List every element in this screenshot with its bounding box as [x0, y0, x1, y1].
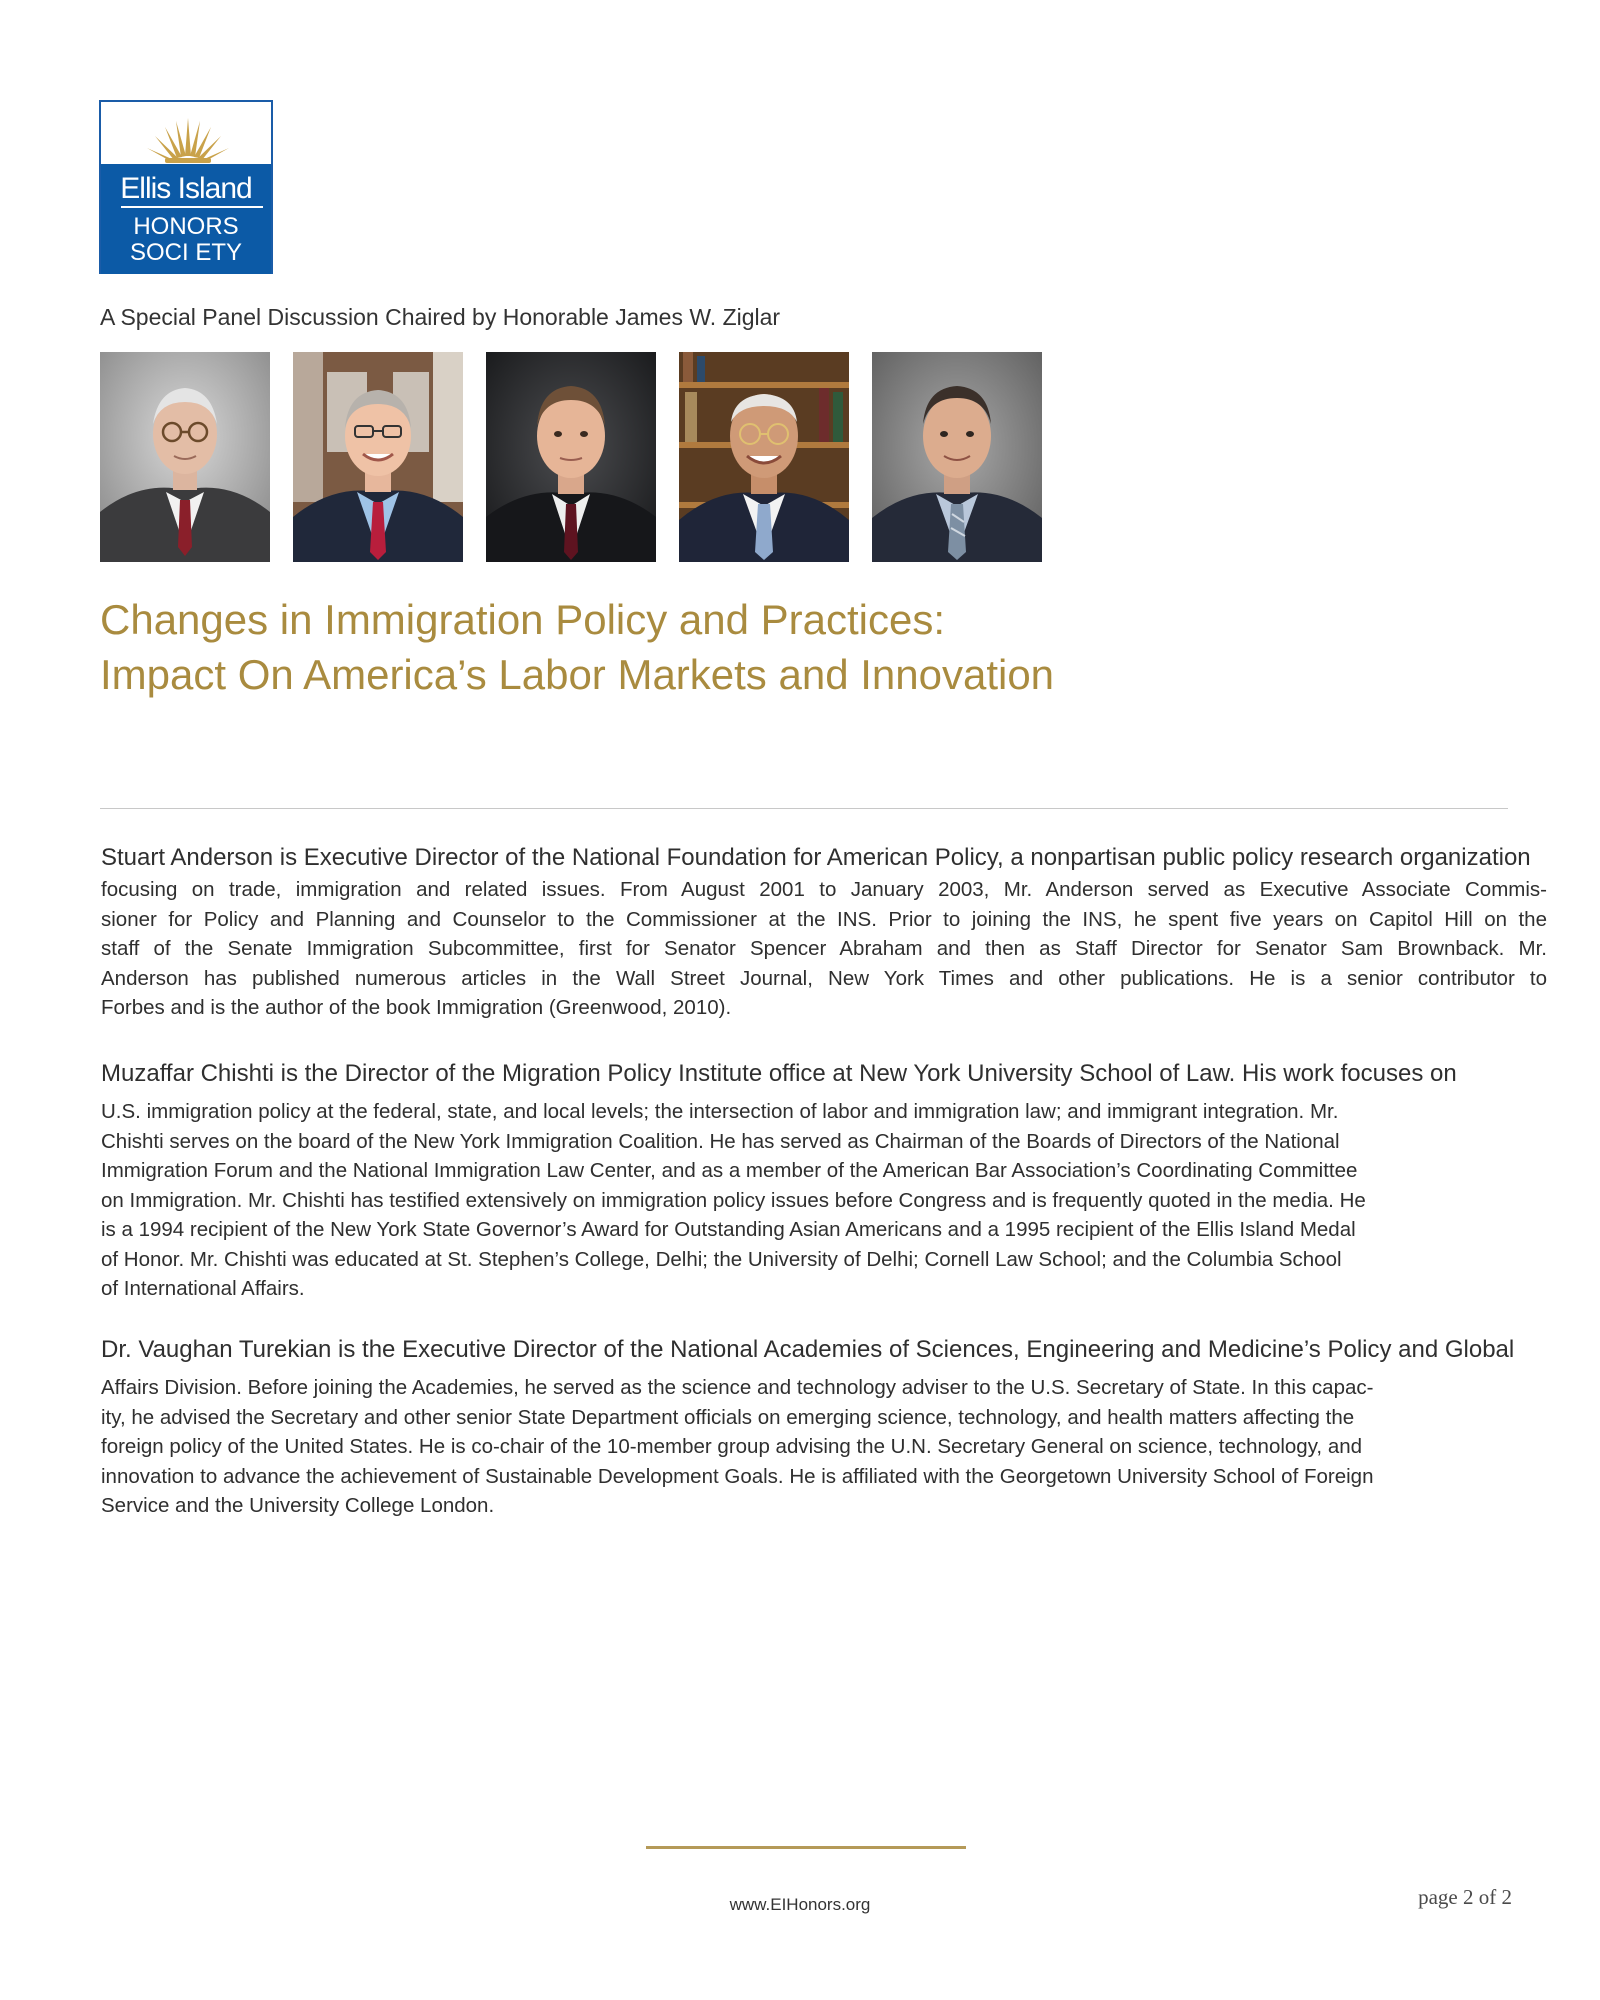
- panelist-portrait-3-icon: [486, 352, 656, 562]
- bio-line: Anderson has published numerous articles in the Wall Street Journal, New York Times and other publications. He is a senior contributor to: [101, 966, 1547, 990]
- logo-text-block: [101, 164, 271, 274]
- panelist-photo-5: [872, 352, 1042, 562]
- bio-line: of Honor. Mr. Chishti was educated at St. Stephen’s College, Delhi; the University of Delhi; Cornell Law School; and the Columbia School: [101, 1247, 1342, 1271]
- bio-line: innovation to advance the achievement of Sustainable Development Goals. He is affiliated with the Georgetown University School of Foreign: [101, 1464, 1374, 1488]
- logo-underline: [121, 206, 263, 208]
- logo-line-society: SOCI ETY: [129, 239, 243, 266]
- bio-body: [101, 1097, 1581, 1304]
- logo-emblem-area: [101, 102, 271, 164]
- bio-line: focusing on trade, immigration and related issues. From August 2001 to January 2003, Mr. Anderson served as Executive Associate Commis-: [101, 878, 1547, 901]
- panelist-photos: [100, 352, 1100, 562]
- bio-line: ity, he advised the Secretary and other senior State Department officials on emerging science, technology, and health matters affecting the: [101, 1405, 1355, 1429]
- sunburst-icon: [143, 116, 233, 164]
- panelist-photo-4: [679, 352, 849, 562]
- page-title: [100, 592, 1400, 702]
- bio-line: of International Affairs.: [101, 1277, 305, 1300]
- title-line-1: Changes in Immigration Policy and Practices:: [100, 596, 946, 643]
- bio-line: Immigration Forum and the National Immigration Law Center, and as a member of the American Bar Association’s Coordinating Committee: [101, 1159, 1358, 1182]
- ellis-island-logo: [99, 100, 273, 274]
- section-divider: [100, 808, 1508, 809]
- footer-url[interactable]: www.EIHonors.org: [729, 1895, 871, 1914]
- bio-line: Forbes and is the author of the book Immigration (Greenwood, 2010).: [101, 996, 732, 1019]
- bio-line: is a 1994 recipient of the New York State Governor’s Award for Outstanding Asian Americans and a 1995 recipient of the Ellis Island Medal: [101, 1218, 1356, 1241]
- bio-body: [101, 875, 1547, 1023]
- bio-vaughan-turekian: [101, 1334, 1591, 1521]
- panelist-photo-1: [100, 352, 270, 562]
- panelist-photo-2: [293, 352, 463, 562]
- bio-line: Affairs Division. Before joining the Academies, he served as the science and technology adviser to the U.S. Secretary of State. In this capac-: [101, 1376, 1374, 1399]
- panelist-portrait-1-icon: [100, 352, 270, 562]
- logo-line-honors: HONORS: [133, 213, 239, 240]
- bio-line: staff of the Senate Immigration Subcommittee, first for Senator Spencer Abraham and then as Staff Director for Senator Sam Brownback. Mr.: [101, 937, 1547, 960]
- bio-line: on Immigration. Mr. Chishti has testified extensively on immigration policy issues before Congress and is frequently quoted in the media. He: [101, 1188, 1366, 1212]
- bio-line: Chishti serves on the board of the New York Immigration Coalition. He has served as Chairman of the Boards of Directors of the National: [101, 1129, 1340, 1153]
- bio-lead: Muzaffar Chishti is the Director of the Migration Policy Institute office at New York University School of Law. His work focuses on: [101, 1060, 1457, 1087]
- footer-divider: [646, 1846, 966, 1849]
- panelist-portrait-2-icon: [293, 352, 463, 562]
- bio-line: Service and the University College London.: [101, 1494, 495, 1517]
- title-line-2: Impact On America’s Labor Markets and Innovation: [100, 651, 1055, 698]
- bio-line: sioner for Policy and Planning and Counselor to the Commissioner at the INS. Prior to joining the INS, he spent five years on Capitol Hill on the: [101, 907, 1547, 931]
- page-number: page 2 of 2: [1418, 1885, 1512, 1909]
- bio-lead: Dr. Vaughan Turekian is the Executive Director of the National Academies of Sciences, Engineering and Medicine’s Policy and Global: [101, 1336, 1515, 1363]
- bio-line: U.S. immigration policy at the federal, state, and local levels; the intersection of labor and immigration law; and immigrant integration. Mr.: [101, 1100, 1339, 1123]
- bio-line: foreign policy of the United States. He is co-chair of the 10-member group advising the U.N. Secretary General on science, technology, and: [101, 1435, 1363, 1458]
- bio-body: [101, 1373, 1591, 1521]
- panel-subtitle: A Special Panel Discussion Chaired by Honorable James W. Ziglar: [100, 304, 781, 330]
- bio-lead: Stuart Anderson is Executive Director of the National Foundation for American Policy, a nonpartisan public policy research organization: [101, 844, 1531, 871]
- panelist-photo-3: [486, 352, 656, 562]
- panelist-portrait-4-icon: [679, 352, 849, 562]
- panelist-portrait-5-icon: [872, 352, 1042, 562]
- bio-muzaffar-chishti: [101, 1058, 1581, 1304]
- bio-stuart-anderson: [101, 842, 1547, 1023]
- logo-name: Ellis Island: [120, 172, 252, 205]
